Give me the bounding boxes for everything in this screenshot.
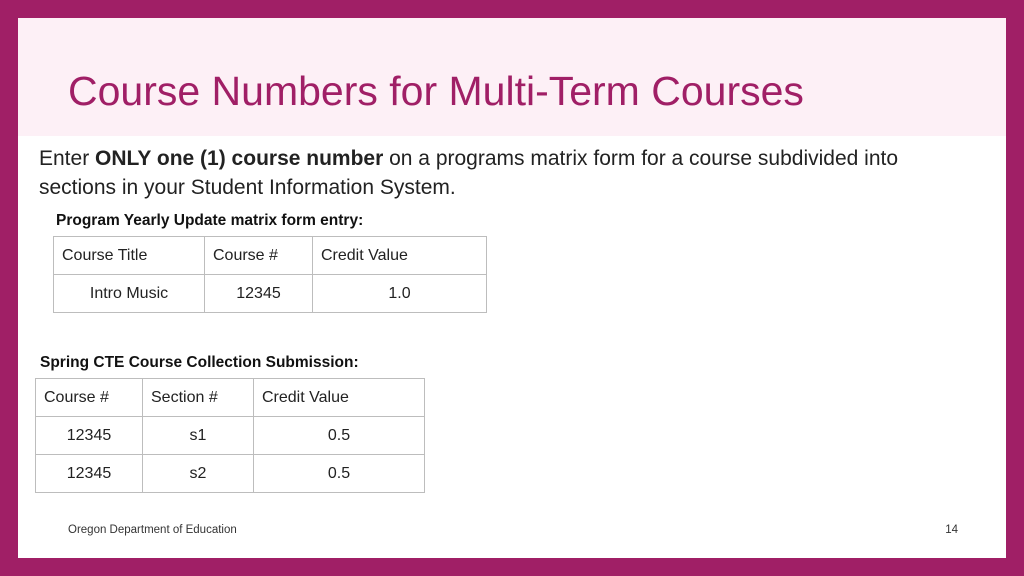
- table-cell: Intro Music: [54, 275, 205, 313]
- header-cell: Course Title: [54, 237, 205, 275]
- intro-before: Enter: [39, 147, 96, 170]
- table-cell: 1.0: [313, 275, 487, 313]
- table2-caption: Spring CTE Course Collection Submission:: [40, 354, 359, 371]
- footer-organization: Oregon Department of Education: [68, 524, 237, 536]
- intro-text: [39, 144, 959, 202]
- table1-caption: Program Yearly Update matrix form entry:: [56, 212, 364, 229]
- table-row: [54, 275, 487, 313]
- header-cell: Credit Value: [313, 237, 487, 275]
- header-cell: Section #: [143, 379, 254, 417]
- program-matrix-table: [53, 236, 487, 313]
- slide: [18, 18, 1006, 558]
- title-band: [18, 18, 1006, 136]
- table-header-row: [36, 379, 425, 417]
- table-cell: s1: [143, 417, 254, 455]
- table-row: [36, 455, 425, 493]
- table-header-row: [54, 237, 487, 275]
- header-cell: Course #: [36, 379, 143, 417]
- table-cell: 12345: [205, 275, 313, 313]
- intro-after: on a programs matrix form for a course subdivided into sections in your Student Information System.: [39, 147, 899, 199]
- table-row: [36, 417, 425, 455]
- header-cell: Credit Value: [254, 379, 425, 417]
- course-collection-table: [35, 378, 425, 493]
- intro-bold: ONLY one (1) course number: [95, 147, 384, 170]
- table-cell: 0.5: [254, 455, 425, 493]
- page-number: 14: [945, 524, 958, 536]
- header-cell: Course #: [205, 237, 313, 275]
- slide-title: Course Numbers for Multi-Term Courses: [68, 68, 804, 114]
- table-cell: 12345: [36, 417, 143, 455]
- table-cell: 0.5: [254, 417, 425, 455]
- table-cell: 12345: [36, 455, 143, 493]
- table-cell: s2: [143, 455, 254, 493]
